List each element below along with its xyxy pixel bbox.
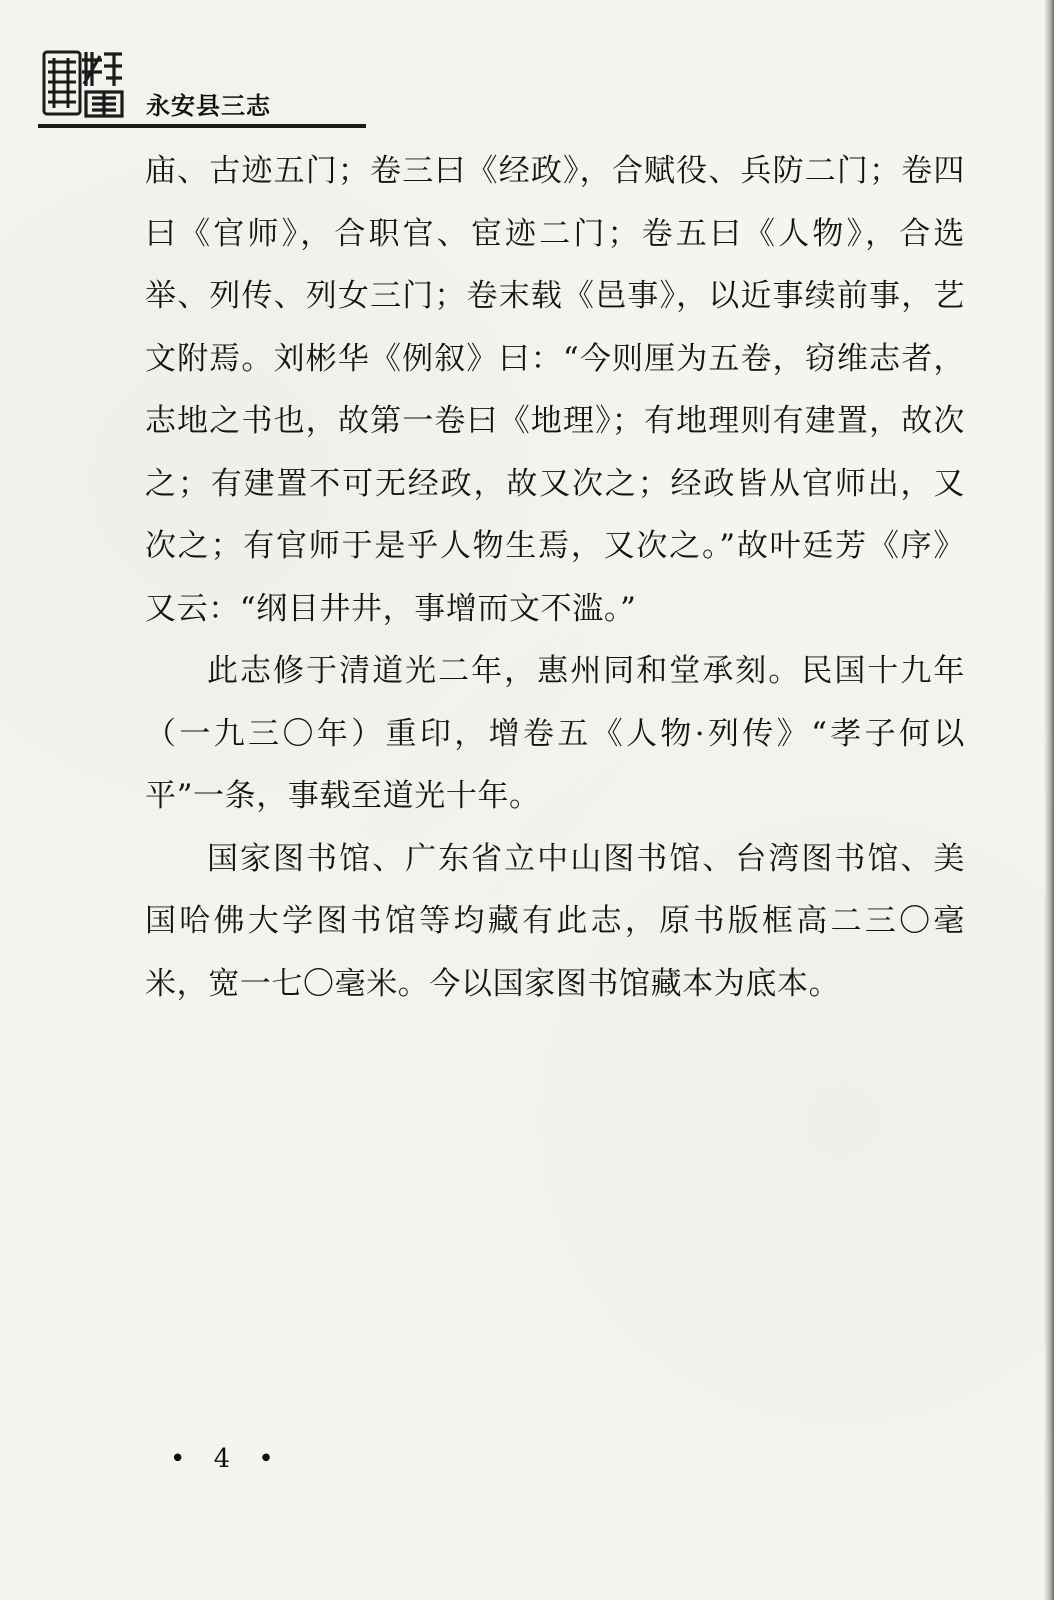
main-text (145, 140, 965, 1015)
paragraph-holdings: 国家图书馆、广东省立中山图书馆、台湾图书馆、美国哈佛大学图书馆等均藏有此志，原书版框高二三〇毫米，宽一七〇毫米。今以国家图书馆藏本为底本。 (145, 840, 965, 1002)
seal-stamp-icon (42, 46, 126, 120)
running-header (38, 42, 368, 132)
header-rule (38, 124, 366, 128)
page-edge-shadow (1044, 0, 1054, 1600)
paragraph-printing-history: 此志修于清道光二年，惠州同和堂承刻。民国十九年（一九三〇年）重印，增卷五《人物·列传》“孝子何以平”一条，事载至道光十年。 (145, 653, 965, 814)
page-number: • 4 • (170, 1444, 284, 1474)
book-title: 永安县三志 (146, 92, 271, 120)
paragraph-continued: 庙、古迹五门；卷三曰《经政》，合赋役、兵防二门；卷四曰《官师》，合职官、宦迹二门；卷五曰《人物》，合选举、列传、列女三门；卷末载《邑事》，以近事续前事，艺文附焉。刘彬华《例叙》曰：“今则厘为五卷，窃维志者，志地之书也，故第一卷曰《地理》；有地理则有建置，故次之；有建置不可无经政，故又次之；经政皆从官师出，又次之；有官师于是乎人物生焉，又次之。”故叶廷芳《序》又云：“纲目井井，事增而文不滥。” (145, 153, 965, 627)
